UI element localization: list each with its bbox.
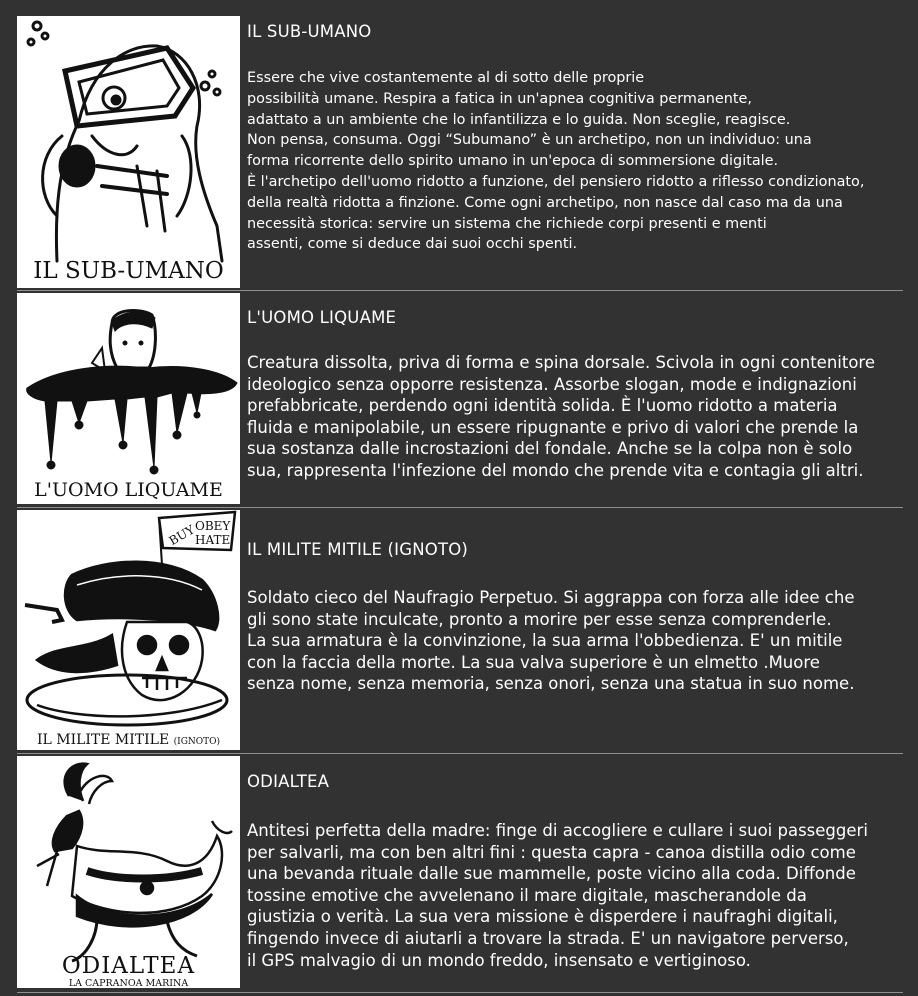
thumbnail-caption <box>17 732 240 748</box>
flag-hate-text: HATE <box>195 533 231 547</box>
divider <box>17 753 903 754</box>
entry-description: Essere che vive costantemente al di sotto delle proprie possibilità umane. Respira a fatica in un'apnea cognitiva permanente, adattato a un ambiente che lo infantilizza e lo guida. Non sceglie, reagisce. Non pensa, consuma. Oggi “Subumano” è un archetipo, non un individuo: una forma ricorrente dello spirito umano in un'epoca di sommersione digitale. È l'archetipo dell'uomo ridotto a funzione, del pensiero ridotto a riflesso condizionato, della realtà ridotta a finzione. Come ogni archetipo, non nasce dal caso ma da una necessità storica: servire un sistema che richiede corpi presenti e menti assenti, come si deduce dai suoi occhi spenti. <box>247 70 865 253</box>
diver-drawing-icon <box>17 16 240 288</box>
thumbnail-caption: IL SUB-UMANO <box>33 258 224 284</box>
entry-title: ODIALTEA <box>247 772 330 791</box>
sludge-man-drawing-icon <box>17 293 240 504</box>
thumbnail-caption <box>17 952 240 989</box>
entry-title: IL MILITE MITILE (IGNOTO) <box>247 540 469 559</box>
entry-description: Creatura dissolta, priva di forma e spina dorsale. Scivola in ogni contenitore ideologico senza opporre resistenza. Assorbe slogan, mode e indignazioni prefabbricate, perdendo ogni identità solida. È l'uomo ridotto a materia fluida e manipolabile, un essere ripugnante e privo di valori che prende la sua sostanza dalle incrostazioni del fondale. Anche se la colpa non è solo sua, rappresenta l'infezione del mondo che prende vita e contagia gli altri. <box>247 353 876 480</box>
caption-main: ODIALTEA <box>61 952 196 979</box>
flag-buy-text: BUY <box>166 522 197 549</box>
caption-main: IL MILITE MITILE <box>36 732 170 748</box>
divider <box>17 992 903 993</box>
divider <box>17 290 903 291</box>
caption-sub: (IGNOTO) <box>173 737 221 747</box>
mussel-soldier-drawing-icon <box>17 510 240 750</box>
flag-obey-text: OBEY <box>195 519 231 533</box>
sub-umano-illustration <box>17 16 240 288</box>
caption-sub: LA CAPRANOA MARINA <box>68 977 189 988</box>
entry-title: IL SUB-UMANO <box>247 22 372 41</box>
divider <box>17 507 903 508</box>
uomo-liquame-illustration <box>17 293 240 504</box>
entry-description: Soldato cieco del Naufragio Perpetuo. Si aggrappa con forza alle idee che gli sono state inculcate, pronto a morire per esse senza comprenderle. La sua armatura è la convinzione, la sua arma l'obbedienza. E' un mitile con la faccia della morte. La sua valva superiore è un elmetto .Muore senza nome, senza memoria, senza onori, senza una statua in suo nome. <box>247 588 855 694</box>
odialtea-illustration <box>17 756 240 988</box>
thumbnail-caption: L'UOMO LIQUAME <box>34 479 223 501</box>
entry-title: L'UOMO LIQUAME <box>247 308 397 327</box>
milite-mitile-illustration <box>17 510 240 750</box>
entry-description: Antitesi perfetta della madre: finge di accogliere e cullare i suoi passeggeri per salvarli, ma con ben altri fini : questa capra - canoa distilla odio come una bevanda rituale dalle sue mammelle, poste vicino alla coda. Diffonde tossine emotive che avvelenano il mare digitale, mascherandole da giustizia o verità. La sua vera missione è disperdere i naufraghi digitali, fingendo invece di aiutarli a trovare la strada. E' un navigatore perverso, il GPS malvagio di un mondo freddo, insensato e vertiginoso. <box>247 821 868 970</box>
